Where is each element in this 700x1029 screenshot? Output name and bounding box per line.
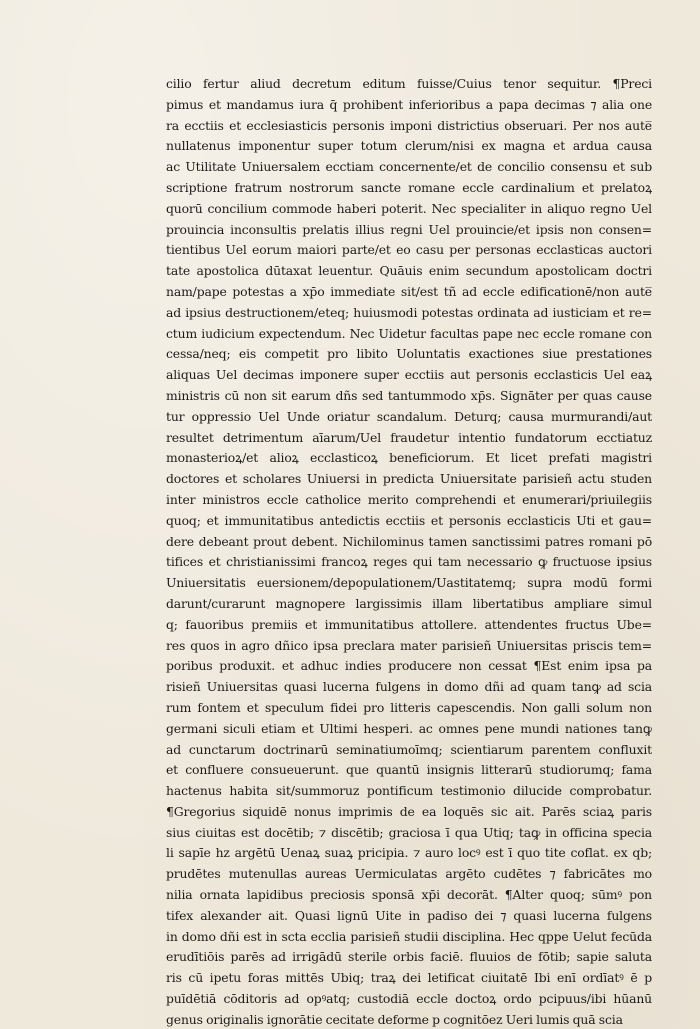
text-line: ministris cū non sit earum dñs sed tantummodo xp̄s. Signāter per quas cause <box>166 387 652 403</box>
text-line: risieñ Uniuersitas quasi lucerna fulgens in domo dñi ad quam tanꝙ ad scia <box>166 679 652 695</box>
text-line: ctum iudicium expectendum. Nec Uidetur facultas pape nec eccle romane con <box>166 325 652 341</box>
text-line: li sapīe hz argētū Uenaꝝ suaꝝ pricipia. ⁊ auro locꝰ est ī quo tite coflat. ex qb; <box>166 845 652 861</box>
text-line: q; fauoribus premiis et immunitatibus attollere. attendentes fructus Ube= <box>166 616 652 632</box>
text-line: quorū concilium commode haberi poterit. Nec specialiter in aliquo regno Uel <box>166 200 652 216</box>
text-line: ¶Gregorius siquidē nonus imprimis de ea loquēs sic ait. Parēs sciaꝝ paris <box>166 803 652 819</box>
text-line: tientibus Uel eorum maiori parte/et eo casu per personas ecclasticas auctori <box>166 242 652 258</box>
text-line: prudētes mutenullas aureas Uermiculatas argēto cudētes ⁊ fabricātes mo <box>166 866 652 882</box>
text-line: ra ecctiis et ecclesiasticis personis imponi districtius obseruari. Per nos aute̅ <box>166 117 652 133</box>
text-line: Uniuersitatis euersionem/depopulationem/Uastitatemq; supra modū formi <box>166 575 652 591</box>
text-line: erudītiōis parēs ad irrigādū sterile orbis faciē. fluuios de fōtib; sapie saluta <box>166 949 652 965</box>
text-line: dere debeant prout debent. Nichilominus tamen sanctissimi patres romani pō <box>166 533 652 549</box>
text-line: resultet detrimentum aīarum/Uel fraudetur intentio fundatorum ecctiatuz <box>166 429 652 445</box>
text-line: tate apostolica dūtaxat leuentur. Quāuis enim secundum apostolicam doctri <box>166 263 652 279</box>
text-line: monasterioꝝ/et alioꝝ ecclasticoꝝ beneficiorum. Et licet prefati magistri <box>166 450 652 466</box>
text-line: cilio fertur aliud decretum editum fuisse/Cuius tenor sequitur. ¶Preci <box>166 76 652 91</box>
text-line: inter ministros eccle catholice merito comprehendi et enumerari/priuilegiis <box>166 491 652 507</box>
text-line: genus originalis ignorātie cecitate deforme p cognitōez Ueri lumis quā scia <box>166 1011 623 1027</box>
text-line: ad ipsius destructionem/eteq; huiusmodi potestas ordinata ad iusticiam et re= <box>166 304 652 320</box>
text-line: doctores et scholares Uniuersi in predicta Uniuersitate parisieñ actu studen <box>166 471 652 487</box>
text-line: poribus produxit. et adhuc indies producere non cessat ¶Est enim ipsa pa <box>166 658 652 674</box>
text-line: res quos in agro dñico ipsa preclara mater parisieñ Uniuersitas priscis tem= <box>166 637 652 653</box>
text-line: germani siculi etiam et Ultimi hesperi. ac omnes pene mundi nationes tanꝙ <box>166 720 652 736</box>
text-line: et confluere consueuerunt. que quantū insignis litterarū studiorumq; fama <box>166 762 652 778</box>
text-line: nam/pape potestas a xp̄o immediate sit/est tñ ad eccle edificationē/non aute̅ <box>166 283 652 299</box>
text-line: cessa/neq; eis competit pro libito Uoluntatis exactiones siue prestationes <box>166 346 652 362</box>
text-line: tifices et christianissimi francoꝝ reges qui tam necessario ꝙ fructuose ipsius <box>166 554 652 570</box>
text-line: hactenus habita sit/summoruz pontificum testimonio dilucide comprobatur. <box>166 783 652 799</box>
text-line: tifex alexander ait. Quasi lignū Uite in padiso dei ⁊ quasi lucerna fulgens <box>166 907 652 923</box>
text-line: nilia ornata lapidibus preciosis sponsā xp̄i decorāt. ¶Alter quoq; sūmꝰ pon <box>166 887 652 903</box>
text-line: rum fontem et speculum fidei pro litteris capescendis. Non galli solum non <box>166 699 652 715</box>
text-block <box>166 74 652 1027</box>
text-line: quoq; et immunitatibus antedictis ecctiis et personis ecclasticis Uti et gau= <box>166 512 652 528</box>
text-line: puīdētiā cōditoris ad opꝰatq; custodiā eccle doctoꝝ ordo pcipuus/ibi hūanū <box>166 991 652 1007</box>
text-line: nullatenus imponentur super totum clerum/nisi ex magna et ardua causa <box>166 138 652 154</box>
text-line: ris cū ipetu foras mittēs Ubiq; traꝝ dei letificat ciuitatē Ibi enī ordīatꝰ ē p <box>166 970 652 986</box>
text-line: ad cunctarum doctrinarū seminatiumoīmq; scientiarum parentem confluxit <box>166 741 652 757</box>
text-line: sius ciuitas est docētib; ⁊ discētib; graciosa ī qua Utiq; taꝙ in officina specia <box>166 824 652 840</box>
text-line: scriptione fratrum nostrorum sancte romane eccle cardinalium et prelatoꝝ <box>166 179 652 195</box>
text-line: tur oppressio Uel Unde oriatur scandalum. Deturq; causa murmurandi/aut <box>166 408 652 424</box>
text-line: ac Utilitate Uniuersalem ecctiam concernente/et de concilio consensu et sub <box>166 159 652 175</box>
text-line: darunt/curarunt magnopere largissimis illam libertatibus ampliare simul <box>166 595 652 611</box>
text-line: aliquas Uel decimas imponere super ecctiis aut personis ecclasticis Uel eaꝝ <box>166 367 652 383</box>
text-line: prouincia inconsultis prelatis illius regni Uel prouincie/et ipsis non consen= <box>166 221 652 237</box>
text-line: in domo dñi est in scta ecclia parisieñ studii disciplina. Hec qppe Uelut fecūda <box>166 928 652 944</box>
text-line: pimus et mandamus iura q̄ prohibent inferioribus a papa decimas ⁊ alia one <box>166 96 652 112</box>
